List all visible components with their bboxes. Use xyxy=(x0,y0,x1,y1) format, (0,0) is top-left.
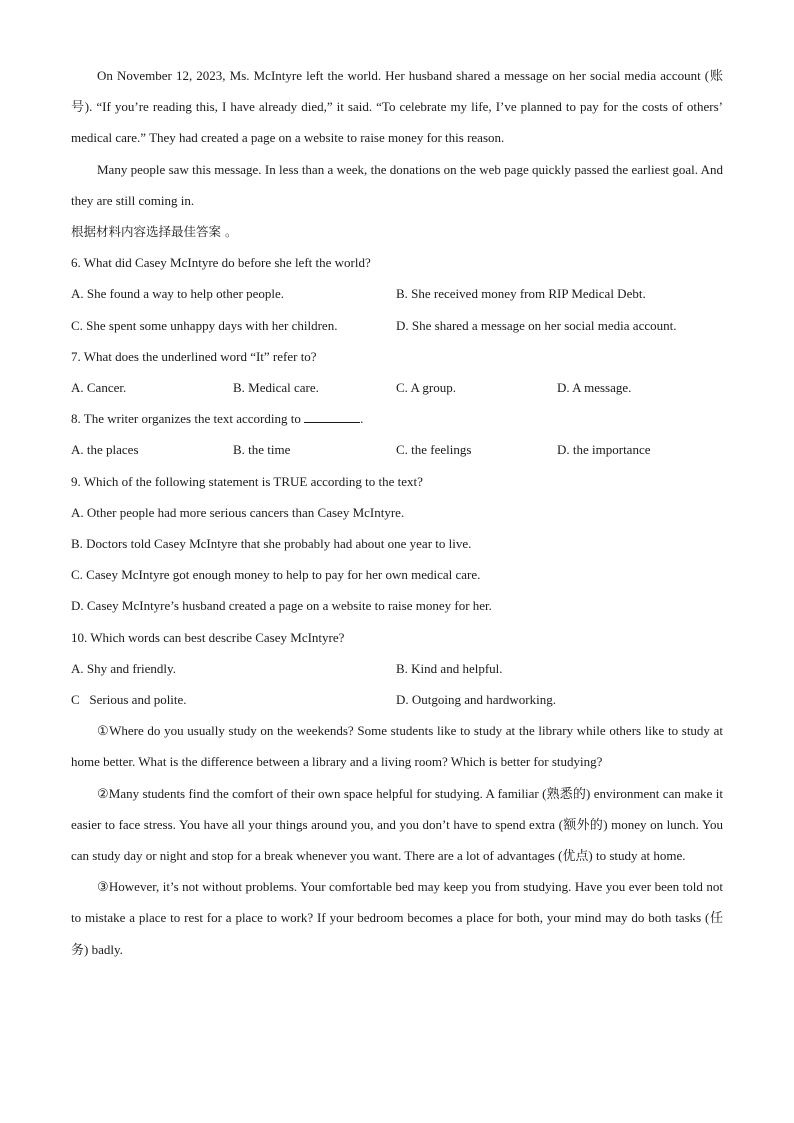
passage2-paragraph-2: ②Many students find the comfort of their own space helpful for studying. A familiar (熟悉的) environment can make it easier to face stress. You have all your things around you, and you don’t have to spend extra (额外的) money on lunch. You can study day or night and stop for a break whenever you want. There are a lot of advantages (优点) to study at home. xyxy=(71,785,723,864)
question-6-option-d[interactable]: D. She shared a message on her social media account. xyxy=(396,317,677,333)
question-7-option-a[interactable]: A. Cancer. xyxy=(71,380,127,396)
question-9-option-a[interactable]: A. Other people had more serious cancers than Casey McIntyre. xyxy=(71,504,405,520)
question-7-option-d[interactable]: D. A message. xyxy=(557,380,632,396)
question-8-stem xyxy=(71,403,723,434)
question-9-stem: 9. Which of the following statement is TRUE according to the text? xyxy=(71,473,423,489)
question-7-option-c[interactable]: C. A group. xyxy=(396,380,456,396)
question-10-option-a[interactable]: A. Shy and friendly. xyxy=(71,660,176,676)
instruction-text: 根据材料内容选择最佳答案 。 xyxy=(71,224,238,240)
question-6-option-c[interactable]: C. She spent some unhappy days with her children. xyxy=(71,317,338,333)
passage2-paragraph-1: ①Where do you usually study on the weekends? Some students like to study at the library while others like to study at home better. What is the difference between a library and a living room? Which is better for studying? xyxy=(71,723,723,770)
question-8-option-b[interactable]: B. the time xyxy=(233,442,291,458)
question-10-stem: 10. Which words can best describe Casey McIntyre? xyxy=(71,629,345,645)
passage2-paragraph-3: ③However, it’s not without problems. Your comfortable bed may keep you from studying. Have you ever been told not to mistake a place to rest for a place to work? If your bedroom becomes a place for both, your mind may do both tasks (任务) badly. xyxy=(71,879,723,957)
question-9-option-b[interactable]: B. Doctors told Casey McIntyre that she probably had about one year to live. xyxy=(71,536,472,552)
question-6-option-b[interactable]: B. She received money from RIP Medical Debt. xyxy=(396,286,646,302)
question-8-stem-text: 8. The writer organizes the text according to xyxy=(71,411,305,427)
question-10-option-d[interactable]: D. Outgoing and hardworking. xyxy=(396,692,556,708)
passage1-paragraph-2: Many people saw this message. In less than a week, the donations on the web page quickly passed the earliest goal. And they are still coming in. xyxy=(71,161,723,208)
question-6-options xyxy=(71,278,723,340)
question-10-option-c[interactable]: C Serious and polite. xyxy=(71,692,187,708)
question-8-stem-end: . xyxy=(360,411,364,427)
question-10-options xyxy=(71,653,723,715)
question-9-option-d[interactable]: D. Casey McIntyre’s husband created a page on a website to raise money for her. xyxy=(71,598,492,614)
question-8-option-d[interactable]: D. the importance xyxy=(557,442,651,458)
question-7-options xyxy=(71,372,723,403)
question-6-option-a[interactable]: A. She found a way to help other people. xyxy=(71,286,285,302)
question-9-option-c[interactable]: C. Casey McIntyre got enough money to help to pay for her own medical care. xyxy=(71,567,481,583)
question-8-option-a[interactable]: A. the places xyxy=(71,442,139,458)
passage1-paragraph-1: On November 12, 2023, Ms. McIntyre left the world. Her husband shared a message on her social media account (账号). “If you’re reading this, I have already died,” it said. “To celebrate my life, I’ve planned to pay for the costs of others’ medical care.” They had created a page on a website to raise money for this reason. xyxy=(71,68,723,146)
question-8-option-c[interactable]: C. the feelings xyxy=(396,442,472,458)
question-10-option-b[interactable]: B. Kind and helpful. xyxy=(396,660,503,676)
question-7-stem: 7. What does the underlined word “It” refer to? xyxy=(71,348,317,364)
answer-blank xyxy=(304,410,360,423)
question-6-stem: 6. What did Casey McIntyre do before she left the world? xyxy=(71,255,371,271)
question-7-option-b[interactable]: B. Medical care. xyxy=(233,380,319,396)
question-8-options xyxy=(71,434,723,465)
exam-page xyxy=(71,60,723,965)
